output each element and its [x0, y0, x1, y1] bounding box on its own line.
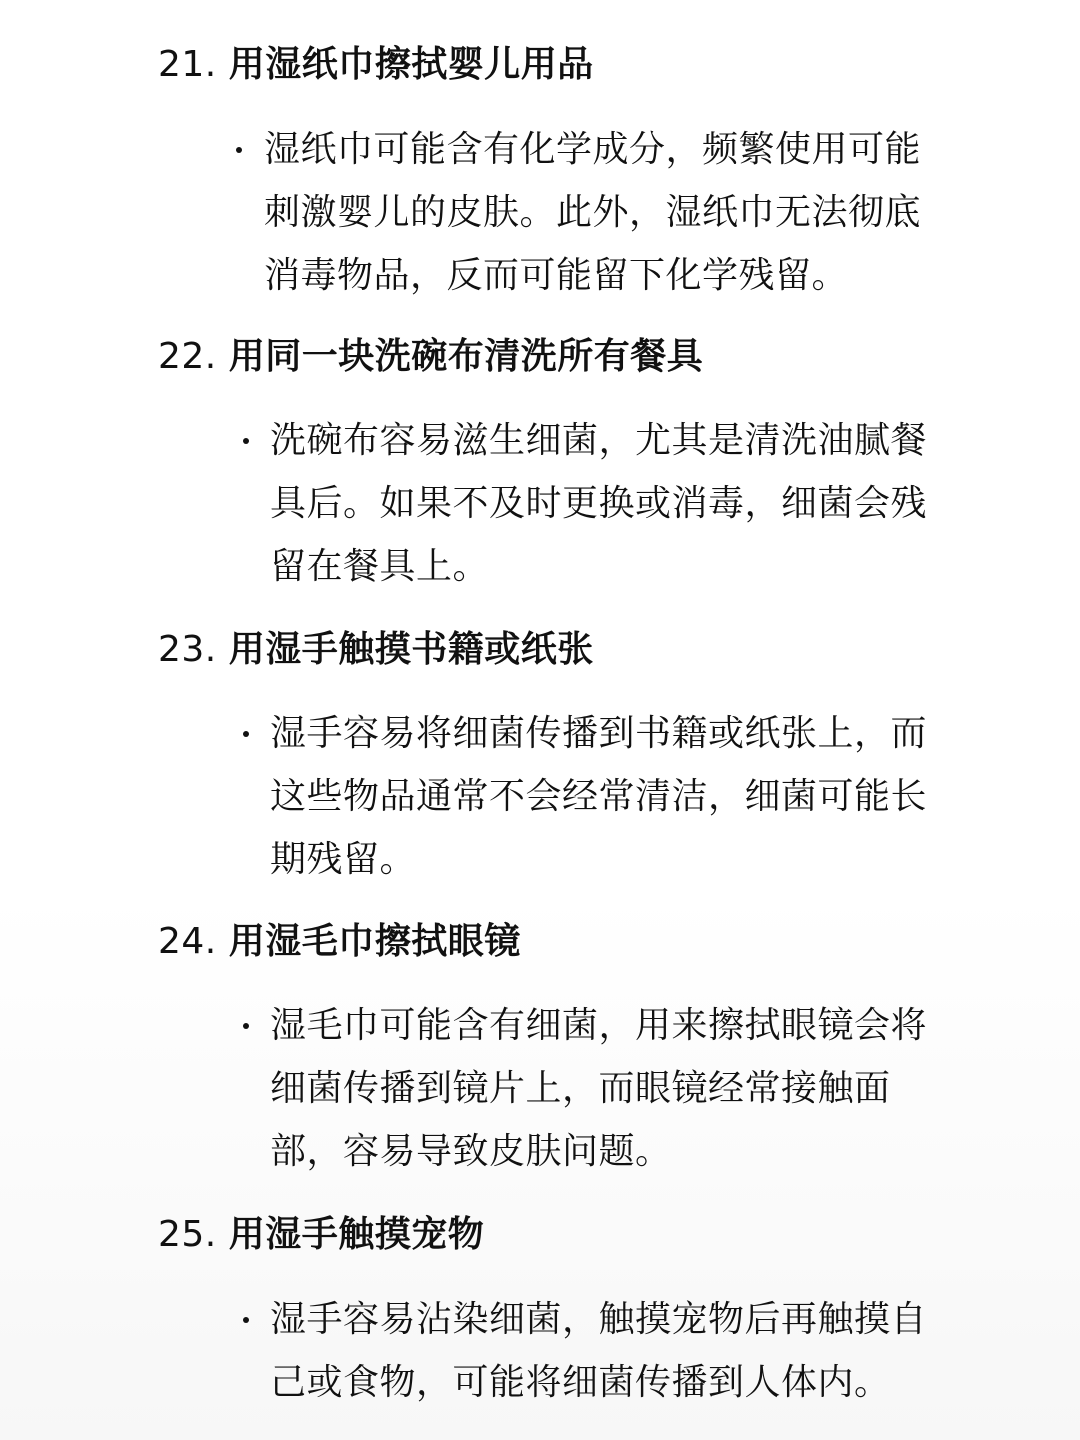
- bullet-icon: [243, 1317, 249, 1323]
- paragraph-line: 湿手容易沾染细菌，触摸宠物后再触摸自: [270, 1299, 928, 1340]
- item-title: 用湿纸巾擦拭婴儿用品: [228, 44, 594, 85]
- paragraph-line: 湿手容易将细菌传播到书籍或纸张上，而: [270, 713, 928, 754]
- item-title: 用湿手触摸宠物: [228, 1214, 485, 1255]
- paragraph-line: 湿纸巾可能含有化学成分，频繁使用可能: [264, 129, 922, 170]
- item-paragraph-21: [264, 118, 921, 307]
- item-title: 用同一块洗碗布清洗所有餐具: [228, 336, 704, 377]
- item-paragraph-25: [270, 1288, 927, 1414]
- item-heading-25: [158, 1213, 484, 1257]
- item-title: 用湿手触摸书籍或纸张: [228, 629, 594, 670]
- item-heading-23: [158, 628, 594, 672]
- paragraph-line: 消毒物品，反而可能留下化学残留。: [264, 255, 849, 296]
- paragraph-line: 洗碗布容易滋生细菌，尤其是清洗油腻餐: [270, 420, 928, 461]
- item-heading-21: [158, 43, 594, 87]
- bullet-icon: [243, 731, 249, 737]
- paragraph-line: 己或食物，可能将细菌传播到人体内。: [270, 1362, 891, 1403]
- paragraph-line: 刺激婴儿的皮肤。此外，湿纸巾无法彻底: [264, 192, 922, 233]
- item-paragraph-22: [270, 409, 927, 598]
- paragraph-line: 细菌传播到镜片上，而眼镜经常接触面: [270, 1068, 891, 1109]
- item-number: 22.: [158, 336, 229, 377]
- item-number: 25.: [158, 1214, 229, 1255]
- paragraph-line: 部，容易导致皮肤问题。: [270, 1131, 672, 1172]
- bullet-icon: [236, 147, 242, 153]
- item-number: 24.: [158, 921, 229, 962]
- bullet-icon: [243, 438, 249, 444]
- item-number: 23.: [158, 629, 229, 670]
- paragraph-line: 具后。如果不及时更换或消毒，细菌会残: [270, 483, 928, 524]
- item-heading-22: [158, 335, 703, 379]
- item-paragraph-23: [270, 702, 927, 891]
- item-heading-24: [158, 920, 521, 964]
- paragraph-line: 期残留。: [270, 839, 417, 880]
- paragraph-line: 留在餐具上。: [270, 546, 490, 587]
- paragraph-line: 这些物品通常不会经常清洁，细菌可能长: [270, 776, 928, 817]
- bullet-icon: [243, 1023, 249, 1029]
- item-number: 21.: [158, 44, 229, 85]
- paragraph-line: 湿毛巾可能含有细菌，用来擦拭眼镜会将: [270, 1005, 928, 1046]
- item-paragraph-24: [270, 994, 927, 1183]
- item-title: 用湿毛巾擦拭眼镜: [228, 921, 521, 962]
